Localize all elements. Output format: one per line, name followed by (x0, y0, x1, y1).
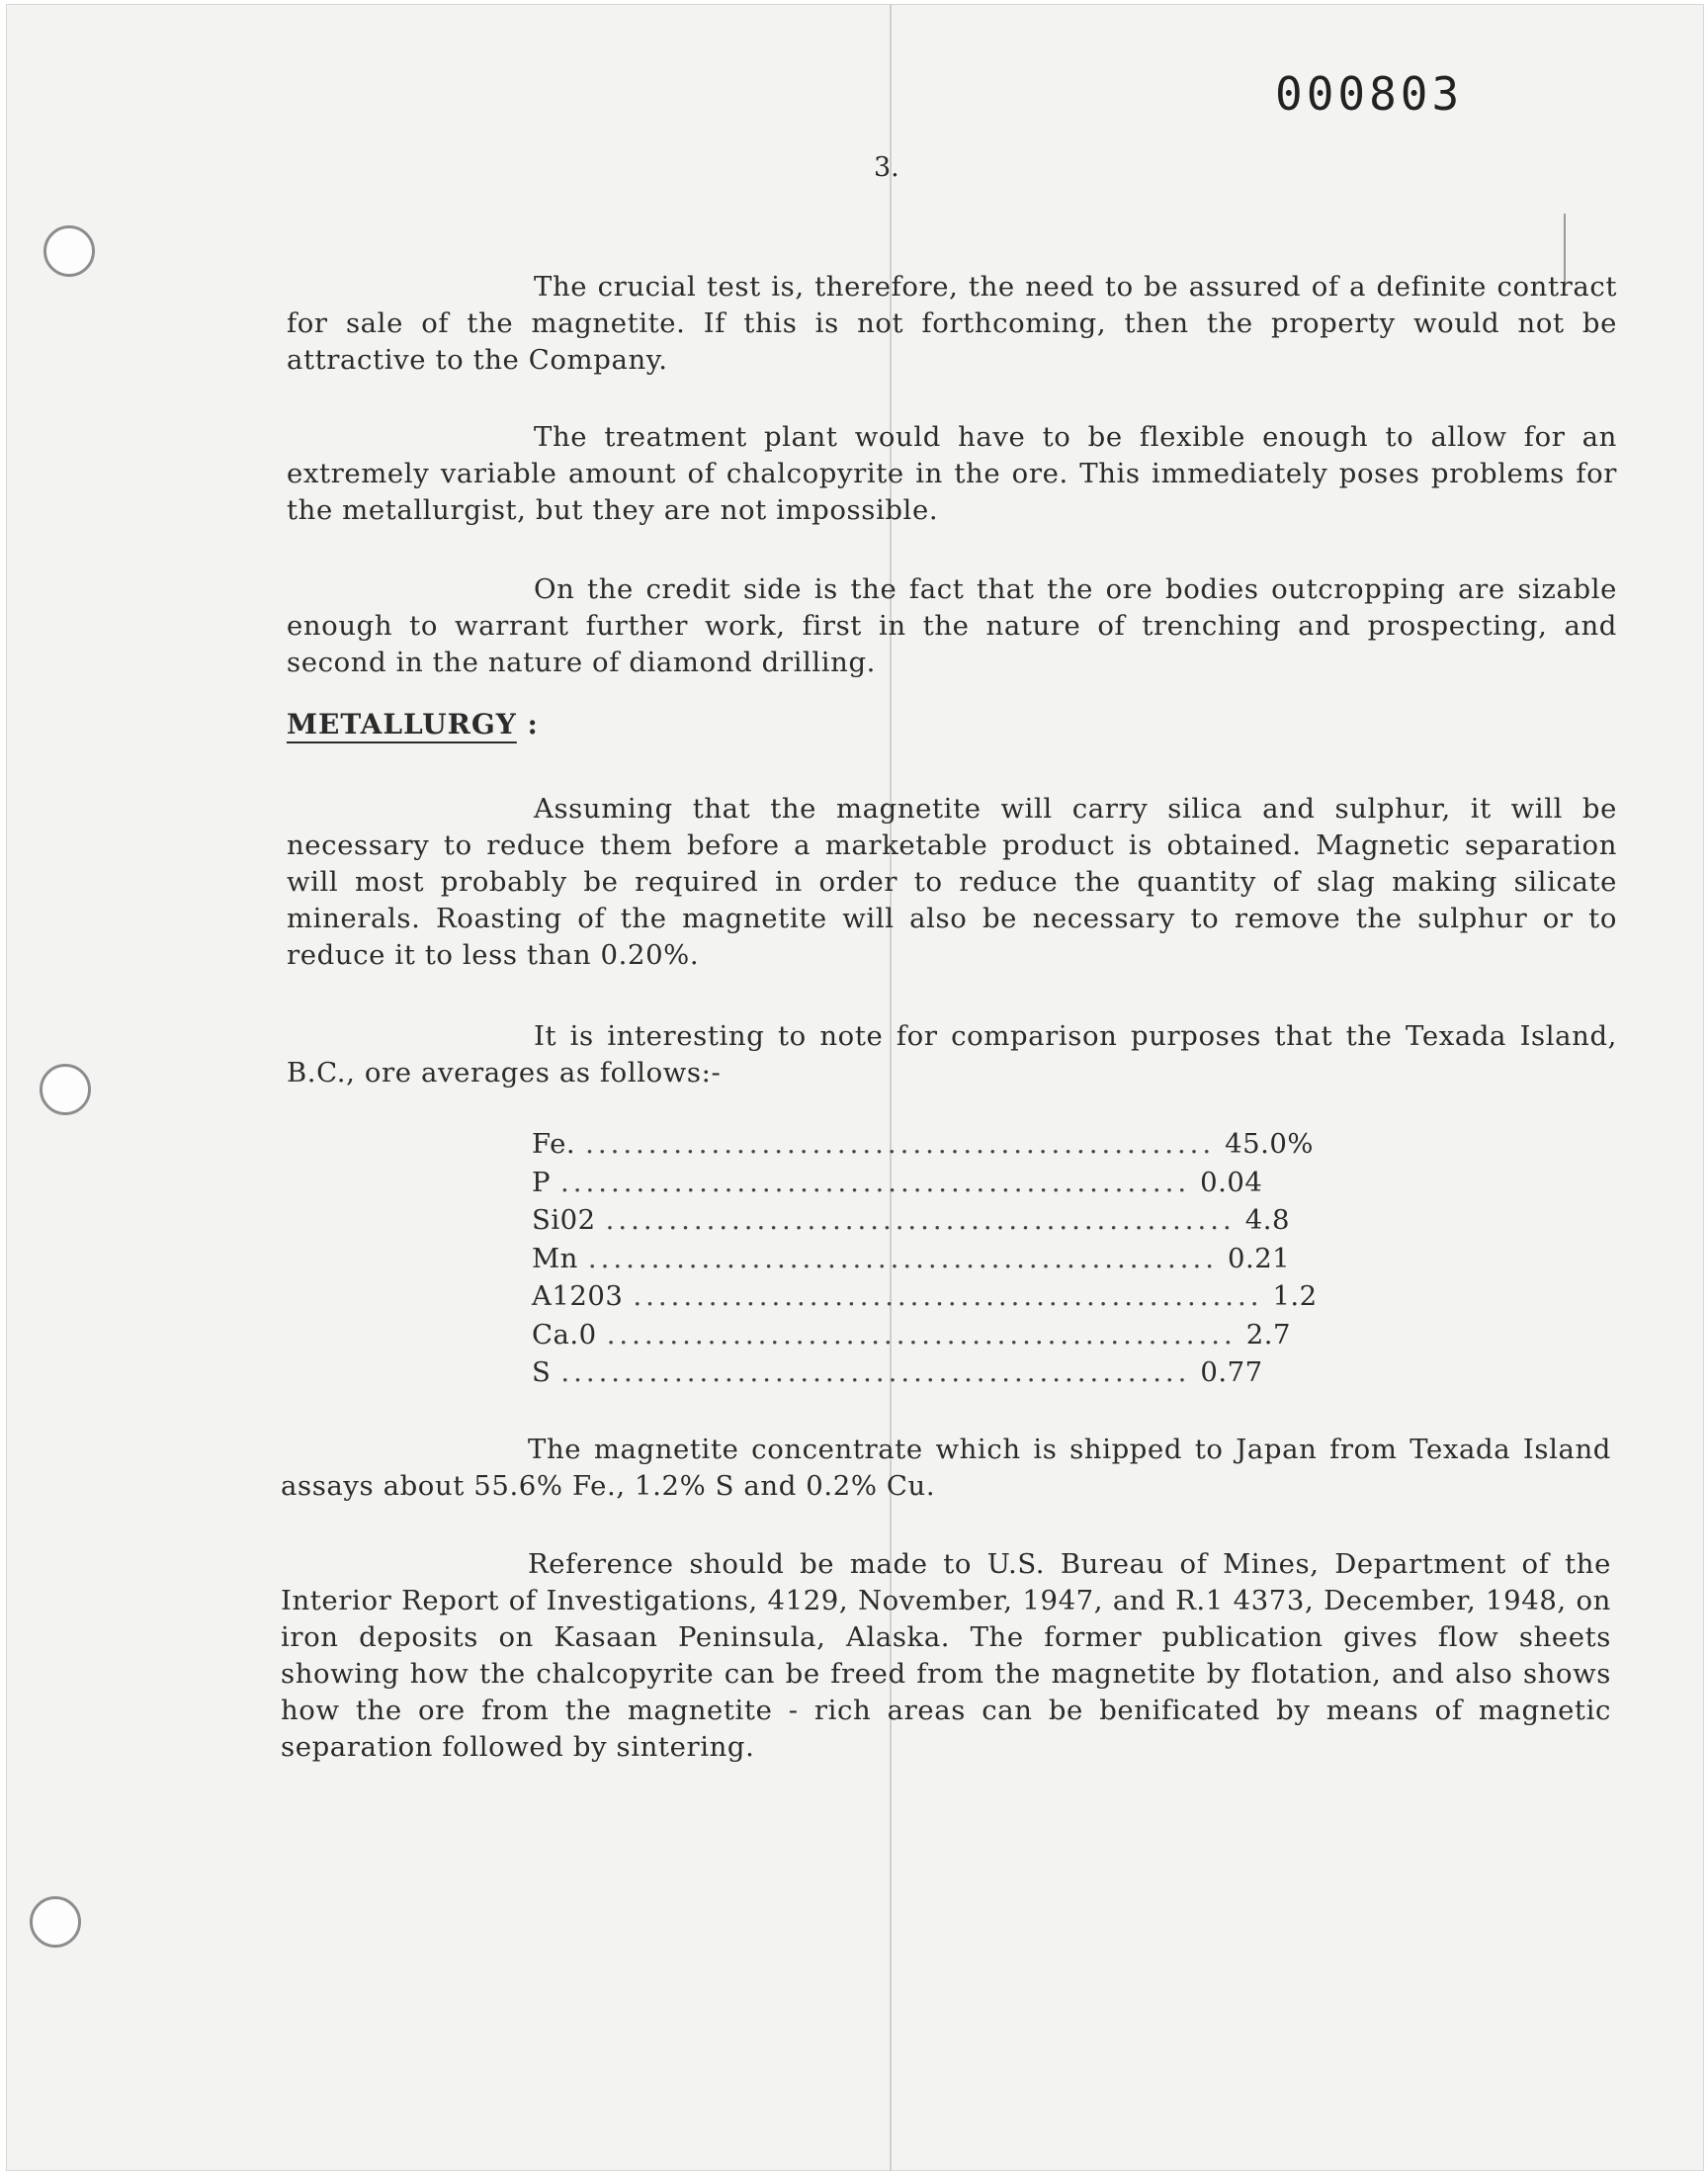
paragraph-bureau-of-mines (281, 1546, 1611, 1766)
dot-leader: .................................................. (560, 1166, 1191, 1198)
document-page (6, 4, 1704, 2171)
assay-element: Ca.0 (532, 1318, 597, 1351)
paragraph-text: The treatment plant would have to be flexible enough to allow for an extremely variable amount of chalcopyrite in the ore. This immediately poses problems for the metallurgist, but they are not impossible. (287, 421, 1617, 526)
punch-hole-middle (40, 1064, 91, 1115)
assay-row (532, 1353, 1263, 1392)
assay-element: Mn (532, 1242, 578, 1274)
dot-leader: .................................................. (633, 1280, 1263, 1312)
paragraph-crucial-test (287, 269, 1617, 379)
dot-leader: .................................................. (560, 1356, 1191, 1388)
assay-value: 2.7 (1245, 1318, 1291, 1351)
assay-value: 0.04 (1200, 1166, 1263, 1198)
assay-element: S (532, 1356, 552, 1388)
assay-value: 0.77 (1200, 1356, 1263, 1388)
paragraph-credit-side (287, 571, 1617, 681)
assay-list (532, 1125, 1318, 1392)
paragraph-silica-sulphur (287, 791, 1617, 974)
assay-row (532, 1277, 1318, 1316)
heading-suffix: : (527, 708, 539, 741)
paragraph-text: The crucial test is, therefore, the need to be assured of a definite contract for sale of the magnetite. If this is not forthcoming, then the property would not be attractive to the Company. (287, 271, 1617, 376)
assay-element: Si02 (532, 1204, 596, 1236)
assay-row (532, 1201, 1290, 1240)
dot-leader: .................................................. (606, 1318, 1237, 1351)
heading-text: METALLURGY (287, 708, 517, 741)
assay-row (532, 1316, 1291, 1354)
paragraph-treatment-plant (287, 419, 1617, 529)
paragraph-texada-comparison (287, 1018, 1617, 1091)
document-number: 000803 (1275, 67, 1464, 121)
assay-value: 4.8 (1244, 1204, 1290, 1236)
dot-leader: .................................................. (587, 1242, 1218, 1274)
assay-row (532, 1240, 1291, 1278)
paragraph-text: On the credit side is the fact that the ore bodies outcropping are sizable enough to warrant further work, first in the nature of trenching and prospecting, and second in the nature of diamond drilling. (287, 573, 1617, 678)
section-heading-metallurgy (287, 708, 539, 741)
assay-row (532, 1164, 1263, 1202)
paragraph-text: Assuming that the magnetite will carry silica and sulphur, it will be necessary to reduce them before a marketable product is obtained. Magnetic separation will most probably be required in order to reduce the quantity of slag making silicate minerals. Roasting of the magnetite will also be necessary to remove the sulphur or to reduce it to less than 0.20%. (287, 793, 1617, 971)
punch-hole-top (43, 225, 95, 277)
punch-hole-bottom (30, 1896, 81, 1948)
dot-leader: .................................................. (605, 1204, 1236, 1236)
paragraph-text: The magnetite concentrate which is shipped to Japan from Texada Island assays about 55.6% Fe., 1.2% S and 0.2% Cu. (281, 1434, 1611, 1502)
assay-element: Fe. (532, 1128, 576, 1160)
assay-value: 0.21 (1227, 1242, 1291, 1274)
page-number: 3. (874, 152, 899, 183)
assay-value: 45.0% (1225, 1128, 1315, 1160)
assay-value: 1.2 (1272, 1280, 1318, 1312)
assay-row (532, 1125, 1315, 1164)
dot-leader: .................................................. (585, 1128, 1216, 1160)
paragraph-text: It is interesting to note for comparison purposes that the Texada Island, B.C., ore averages as follows:- (287, 1020, 1617, 1089)
assay-element: P (532, 1166, 552, 1198)
paragraph-concentrate-japan (281, 1432, 1611, 1505)
paragraph-text: Reference should be made to U.S. Bureau of Mines, Department of the Interior Report of Investigations, 4129, November, 1947, and R.1 4373, December, 1948, on iron deposits on Kasaan Peninsula, Alaska. The former publication gives flow sheets showing how the chalcopyrite can be freed from the magnetite by flotation, and also shows how the ore from the magnetite - rich areas can be benificated by means of magnetic separation followed by sintering. (281, 1548, 1611, 1763)
assay-element: A1203 (532, 1280, 624, 1312)
